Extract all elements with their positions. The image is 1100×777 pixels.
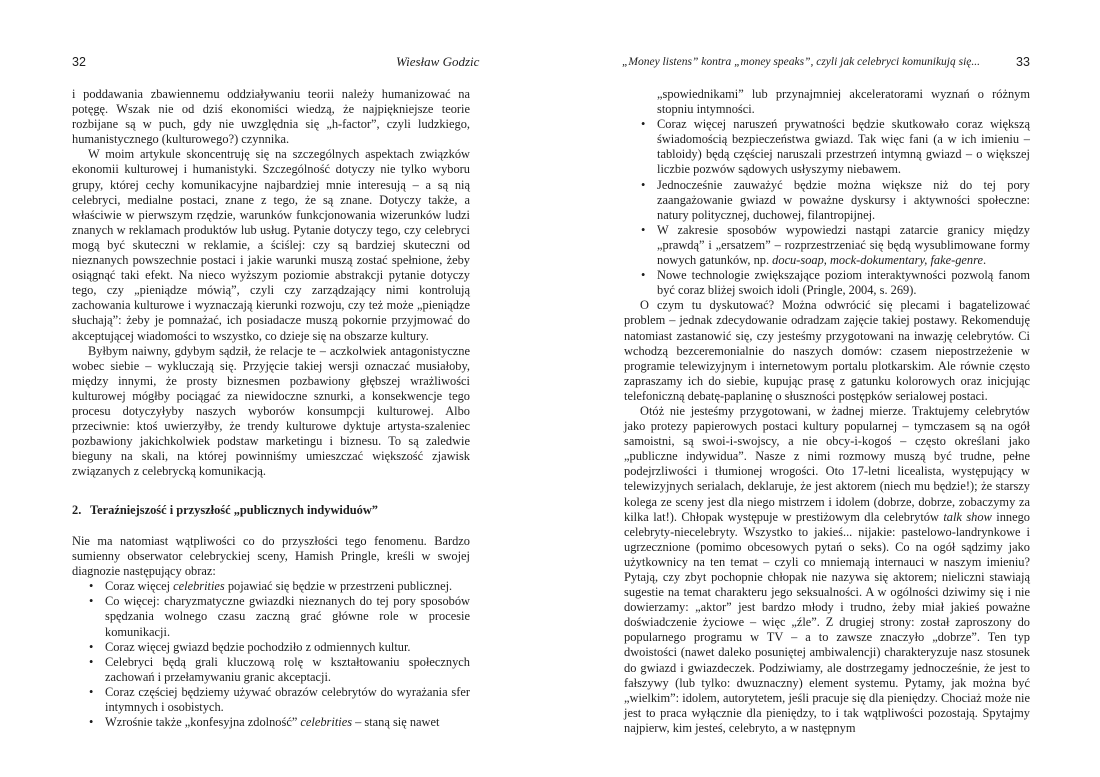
right-text-column xyxy=(624,87,1030,736)
section-heading-block xyxy=(72,503,470,518)
left-text-column xyxy=(72,87,470,479)
list-item: • Coraz więcej celebrities pojawiać się będzie w przestrzeni publicznej. xyxy=(72,579,470,594)
list-item: • Coraz częściej będziemy używać obrazów celebrytów do wyrażania sfer intymnych i osobistych. xyxy=(72,685,470,715)
list-item: • W zakresie sposobów wypowiedzi nastąpi zatarcie granicy między „prawdą” i „ersatzem” – rozprzestrzeniać się będą wysublimowane formy nowych gatunków, np. docu-soap, mock-dokumentary, fake-genre. xyxy=(624,223,1030,268)
list-item: • Coraz więcej naruszeń prywatności będzie skutkowało coraz większą świadomością bezpieczeństwa gwiazd. Tak więc fani (a w ich imieniu – tabloidy) będą częściej naruszali przestrzeń intymną gwiazd – o większej liczbie pozwów sądowych usłyszymy niebawem. xyxy=(624,117,1030,177)
list-item: • Celebryci będą grali kluczową rolę w kształtowaniu społecznych zachowań i przełamywaniu granic akceptacji. xyxy=(72,655,470,685)
paragraph: Nie ma natomiast wątpliwości co do przyszłości tego fenomenu. Bardzo sumienny obserwator celebryckiej sceny, Hamish Pringle, kreśli w swojej diagnozie następujący obraz: xyxy=(72,534,470,579)
left-text-column-2 xyxy=(72,534,470,730)
page-number: 33 xyxy=(1016,55,1030,69)
page-number: 32 xyxy=(72,55,86,69)
bullet-list xyxy=(72,579,470,730)
list-item: • Jednocześnie zauważyć będzie można większe niż do tej pory zaangażowanie gwiazd w poważne dyskursy i aktywności społeczne: natury politycznej, duchowej, filantropijnej. xyxy=(624,178,1030,223)
paragraph: i poddawania zbawiennemu oddziaływaniu teorii należy humanizować na potęgę. Wszak nie od dziś ekonomiści wiedzą, że najpiękniejsze teorie rozbijane są w puch, gdy nie uwzględnia się „h-factor”, czyli ludzkiego, humanistycznego (kulturowego?) czynnika. xyxy=(72,87,470,147)
list-item: • Wzrośnie także „konfesyjna zdolność” celebrities – staną się nawet xyxy=(72,715,470,730)
paragraph: Byłbym naiwny, gdybym sądził, że relacje te – aczkolwiek antagonistyczne wobec siebie – wykluczają się. Przyjęcie takiej wersji oznaczać musiałoby, między innymi, że prosty biznesmen pozbawiony głębszej wrażliwości kulturowej mógłby pociągać za niewidoczne sznurki, a konsekwencje tego procesu dotyczyłyby naszych wyborów konsumpcji kulturowej. Albo przeciwnie: ktoś uwierzyłby, że trendy kulturowe dyktuje artysta-szaleniec pozbawiony jakichkolwiek podstaw marketingu i biznesu. To są zaledwie bieguny na skali, na której powinniśmy umieszczać większość zjawisk związanych z celebrycką komunikacją. xyxy=(72,343,470,479)
running-head-author: Wiesław Godzic xyxy=(396,54,480,69)
list-item: • Nowe technologie zwiększające poziom interaktywności pozwolą fanom być coraz bliżej swoich idoli (Pringle, 2004, s. 269). xyxy=(624,268,1030,298)
section-number: 2. xyxy=(72,503,82,517)
section-title: Teraźniejszość i przyszłość „publicznych indywiduów” xyxy=(90,503,378,517)
running-head-title: „Money listens” kontra „money speaks”, czyli jak celebryci komunikują się... xyxy=(622,56,981,68)
paragraph: O czym tu dyskutować? Można odwrócić się plecami i bagatelizować problem – jednak zdecydowanie odradzam zajęcie takiej postawy. Rekomenduję natomiast zastanowić się, czy jesteśmy przygotowani na inwazję celebrytów. Ci wchodzą bezceremonialnie do naszych domów: czasem niepostrzeżenie w programie telewizyjnym i internetowym portalu plotkarskim. Ale równie często zapraszamy ich do siebie, kupując prasę z gatunku kolorowych oraz inicjując telefoniczną debatę-paplaninę o słuszności postępków serialowej postaci. xyxy=(624,298,1030,403)
list-item-continued: „spowiednikami” lub przynajmniej akceleratorami wyznań o różnym stopniu intymności. xyxy=(657,87,1030,117)
list-item: • Co więcej: charyzmatyczne gwiazdki nieznanych do tej pory sposobów spędzania wolnego czasu zaczną grać główne role w procesie komunikacji. xyxy=(72,594,470,639)
paragraph: W moim artykule skoncentruję się na szczególnych aspektach związków ekonomii kulturowej i humanistyki. Szczególność dotyczy nie tylko wyboru grupy, której cechy komunikacyjne najbardziej mnie interesują – a są nią celebryci, medialne postaci, znane z tego, że są znane. Dotyczy także, a właściwie w pierwszym rzędzie, warunków funkcjonowania wizerunków ludzi znanych w reklamach produktów lub usług. Pytanie dotyczy tego, czy celebryci mogą być skuteczni w reklamie, a ściślej: czy są bardziej skuteczni od nieznanych powszechnie postaci i jakie warunki muszą zostać spełnione, żeby osiągnąć taki efekt. Na nieco wyższym poziomie abstrakcji pytanie dotyczy tego, czy „pieniądze mówią”, czyli czy zarządzający nimi kontrolują zachowania kulturowe i wyznaczają kierunki rozwoju, czy też może „pieniądze słuchają”: żeby je pomnażać, ich posiadacze muszą pokornie przyjmować do akceptującej wiadomości to wszystko, co dzieje się na obszarze kultury. xyxy=(72,147,470,343)
list-item: • Coraz więcej gwiazd będzie pochodziło z odmiennych kultur. xyxy=(72,640,470,655)
paragraph: Otóż nie jesteśmy przygotowani, w żadnej mierze. Traktujemy celebrytów jako protezy papierowych postaci kultury popularnej – tymczasem są na ogół samoistni, są swoi-i-swojscy, a nie obcy-i-kogoś – często określani jako „publiczne indywidua”. Nasze z nimi rozmowy muszą być trudne, pełne podejrzliwości i tłumionej wrogości. Oto 17-letni licealista, występujący w telewizyjnych serialach, deklaruje, że jest aktorem (niech mu będzie!); że starszy kolega ze sceny jest dla niego mistrzem i idolem (dobrze, dobrze, zobaczymy za kilka lat!). Chłopak występuje w prestiżowym dla celebrytów talk show innego celebryty-niecelebryty. Wszystko to jakieś... nijakie: pastelowo-landrynkowe i ugrzecznione (pomimo obcesowych pytań o seks). Co na ogół sądzimy jako użytkownicy na ten temat – czyli co mniemają internauci w naszym imieniu? Pytają, czy zbyt pochopnie chłopak nie nazywa się aktorem; nieliczni stawiają sugestie na temat charakteru jego seksualności. A w ogólności dziwimy się i nie dowierzamy: „aktor” jest bardzo młody i trudno, żeby miał jakieś poważne doświadczenie życiowe – więc „źle”. Z drugiej strony: został zaproszony do popularnego programu w TV – a to zawsze znaczyło „dobrze”. Ten typ dwoistości (nawet daleko posuniętej ambiwalencji) charakteryzuje nasz stosunek do gwiazd i gwiazdeczek. Podziwiamy, ale dostrzegamy jednocześnie, że jest to fałszywy (lub tylko: dwuznaczny) element systemu. Pytamy, jak można być „wielkim”: idolem, autorytetem, jeśli pracuje się dla pieniędzy. Chociaż może nie jest to praca wyłącznie dla pieniędzy, to i tak wątpliwości pozostają. Spytajmy najpierw, kim jesteś, celebryto, a w następnym xyxy=(624,403,1031,735)
section-heading xyxy=(72,503,470,518)
bullet-list xyxy=(624,87,1030,298)
